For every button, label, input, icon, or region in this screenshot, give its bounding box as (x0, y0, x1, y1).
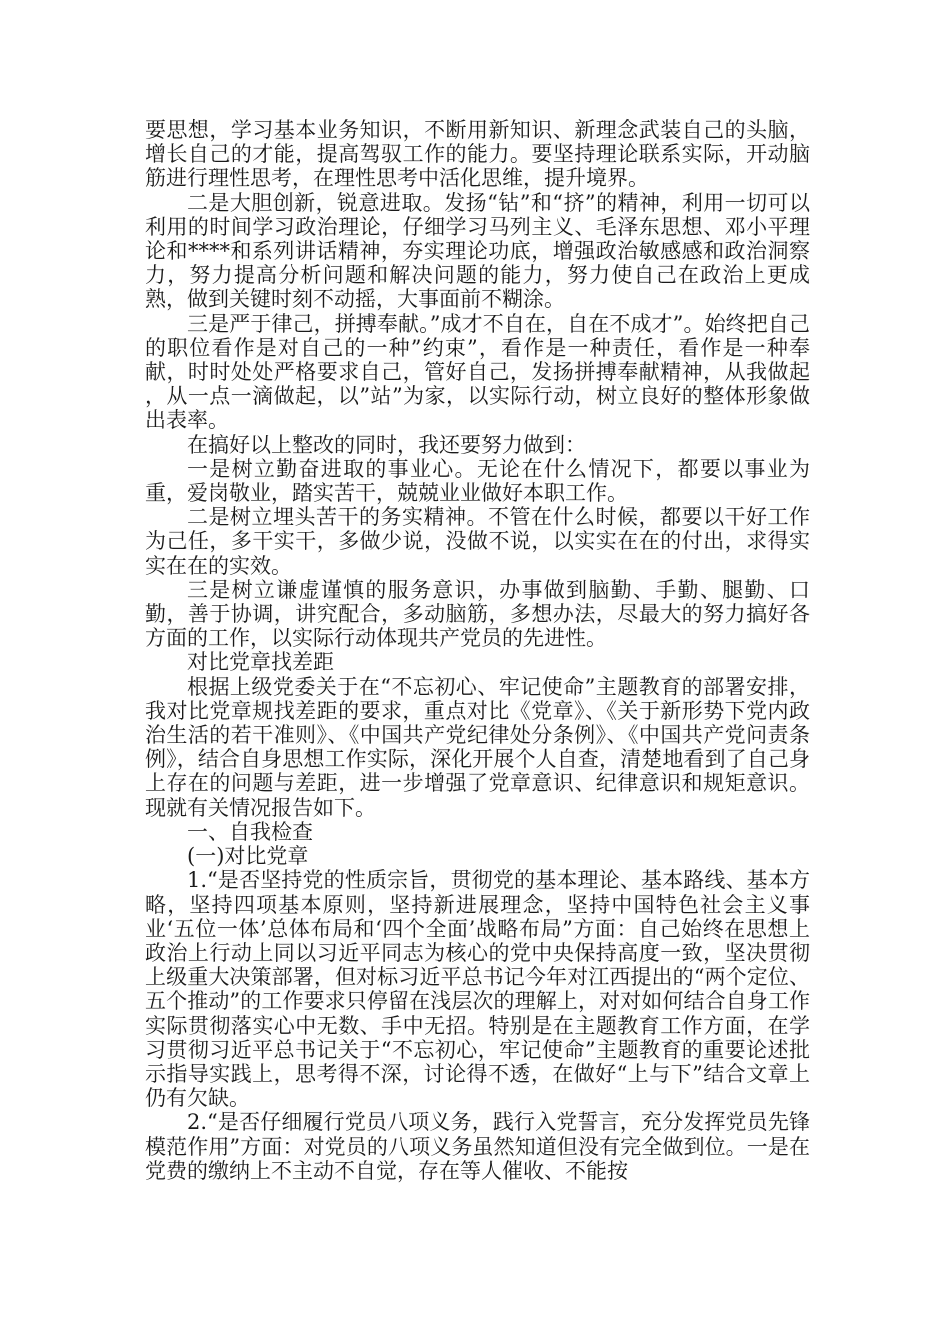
section-heading: 一、自我检查 (187, 819, 313, 844)
document-page (145, 118, 817, 1183)
paragraph: 三是严于律己，拼搏奉献。”成才不自在，自在不成才”。始终把自己的职位看作是对自己的一种”约束”，看作是一种责任，看作是一种奉献，时时处处严格要求自己，管好自己，发扬拼搏奉献精神，从我做起 ，从一点一滴做起，以”站”为家，以实际行动，树立良好的整体形象做出表率。 (145, 311, 817, 433)
paragraph: 要思想，学习基本业务知识，不断用新知识、新理念武装自己的头脑，增长自己的才能，提高驾驭工作的能力。要坚持理论联系实际，开动脑筋进行理性思考，在理性思考中活化思维，提升境界。 (145, 118, 810, 191)
paragraph: 在搞好以上整改的同时，我还要努力做到： (187, 432, 586, 457)
paragraph: 二是树立埋头苦干的务实精神。不管在什么时候，都要以干好工作为己任，多干实干，多做少说，没做不说，以实实在在的付出，求得实实在在的实效。 (145, 505, 810, 578)
paragraph: 三是树立谦虚谨慎的服务意识，办事做到脑勤、手勤、腿勤、口勤，善于协调，讲究配合，多动脑筋，多想办法，尽最大的努力搞好各方面的工作，以实际行动体现共产党员的先进性。 (145, 577, 810, 651)
section-heading: 对比党章找差距 (187, 650, 334, 675)
paragraph: 2.“是否仔细履行党员八项义务，践行入党誓言，充分发挥党员先锋模范作用”方面：对党员的八项义务虽然知道但没有完全做到位。一是在党费的缴纳上不主动不自觉，存在等人催收、不能按 (145, 1110, 810, 1183)
paragraph: 根据上级党委关于在“不忘初心、牢记使命”主题教育的部署安排，我对比党章规找差距的要求，重点对比《党章》、《关于新形势下党内政治生活的若干准则》、《中国共产党纪律处分条例》、《中国共产党问责条例》，结合自身思想工作实际，深化开展个人自查，清楚地看到了自己身上存在的问题与差距，进一步增强了党章意识、纪律意识和规矩意识。现就有关情况报告如下。 (145, 674, 810, 820)
paragraph: 一是树立勤奋进取的事业心。无论在什么情况下，都要以事业为重，爱岗敬业，踏实苦干，兢兢业业做好本职工作。 (145, 456, 810, 506)
paragraph: 1.“是否坚持党的性质宗旨，贯彻党的基本理论、基本路线、基本方略，坚持四项基本原则，坚持新进展理念，坚持中国特色社会主义事业‘五位一体’总体布局和‘四个全面’战略布局”方面：自己始终在思想上政治上行动上同以习近平同志为核心的党中央保持高度一致，坚决贯彻上级重大决策部署，但对标习近平总书记今年对江西提出的“两个定位、五个推动”的工作要求只停留在浅层次的理解上，对对如何结合自身工作实际贯彻落实心中无数、手中无招。特别是在主题教育工作方面，在学习贯彻习近平总书记关于“不忘初心，牢记使命”主题教育的重要论述批示指导实践上，思考得不深，讨论得不透，在做好“上与下”结合文章上仍有欠缺。 (145, 868, 810, 1111)
subsection-heading: (一)对比党章 (187, 844, 309, 869)
paragraph: 二是大胆创新，锐意进取。发扬“钻”和“挤”的精神，利用一切可以利用的时间学习政治理论，仔细学习马列主义、毛泽东思想、邓小平理论和****和系列讲话精神，夯实理论功底，增强政治敏感感和政治洞察力，努力提高分析问题和解决问题的能力，努力使自己在政治上更成熟，做到关键时刻不动摇，大事面前不糊涂。 (145, 190, 810, 312)
